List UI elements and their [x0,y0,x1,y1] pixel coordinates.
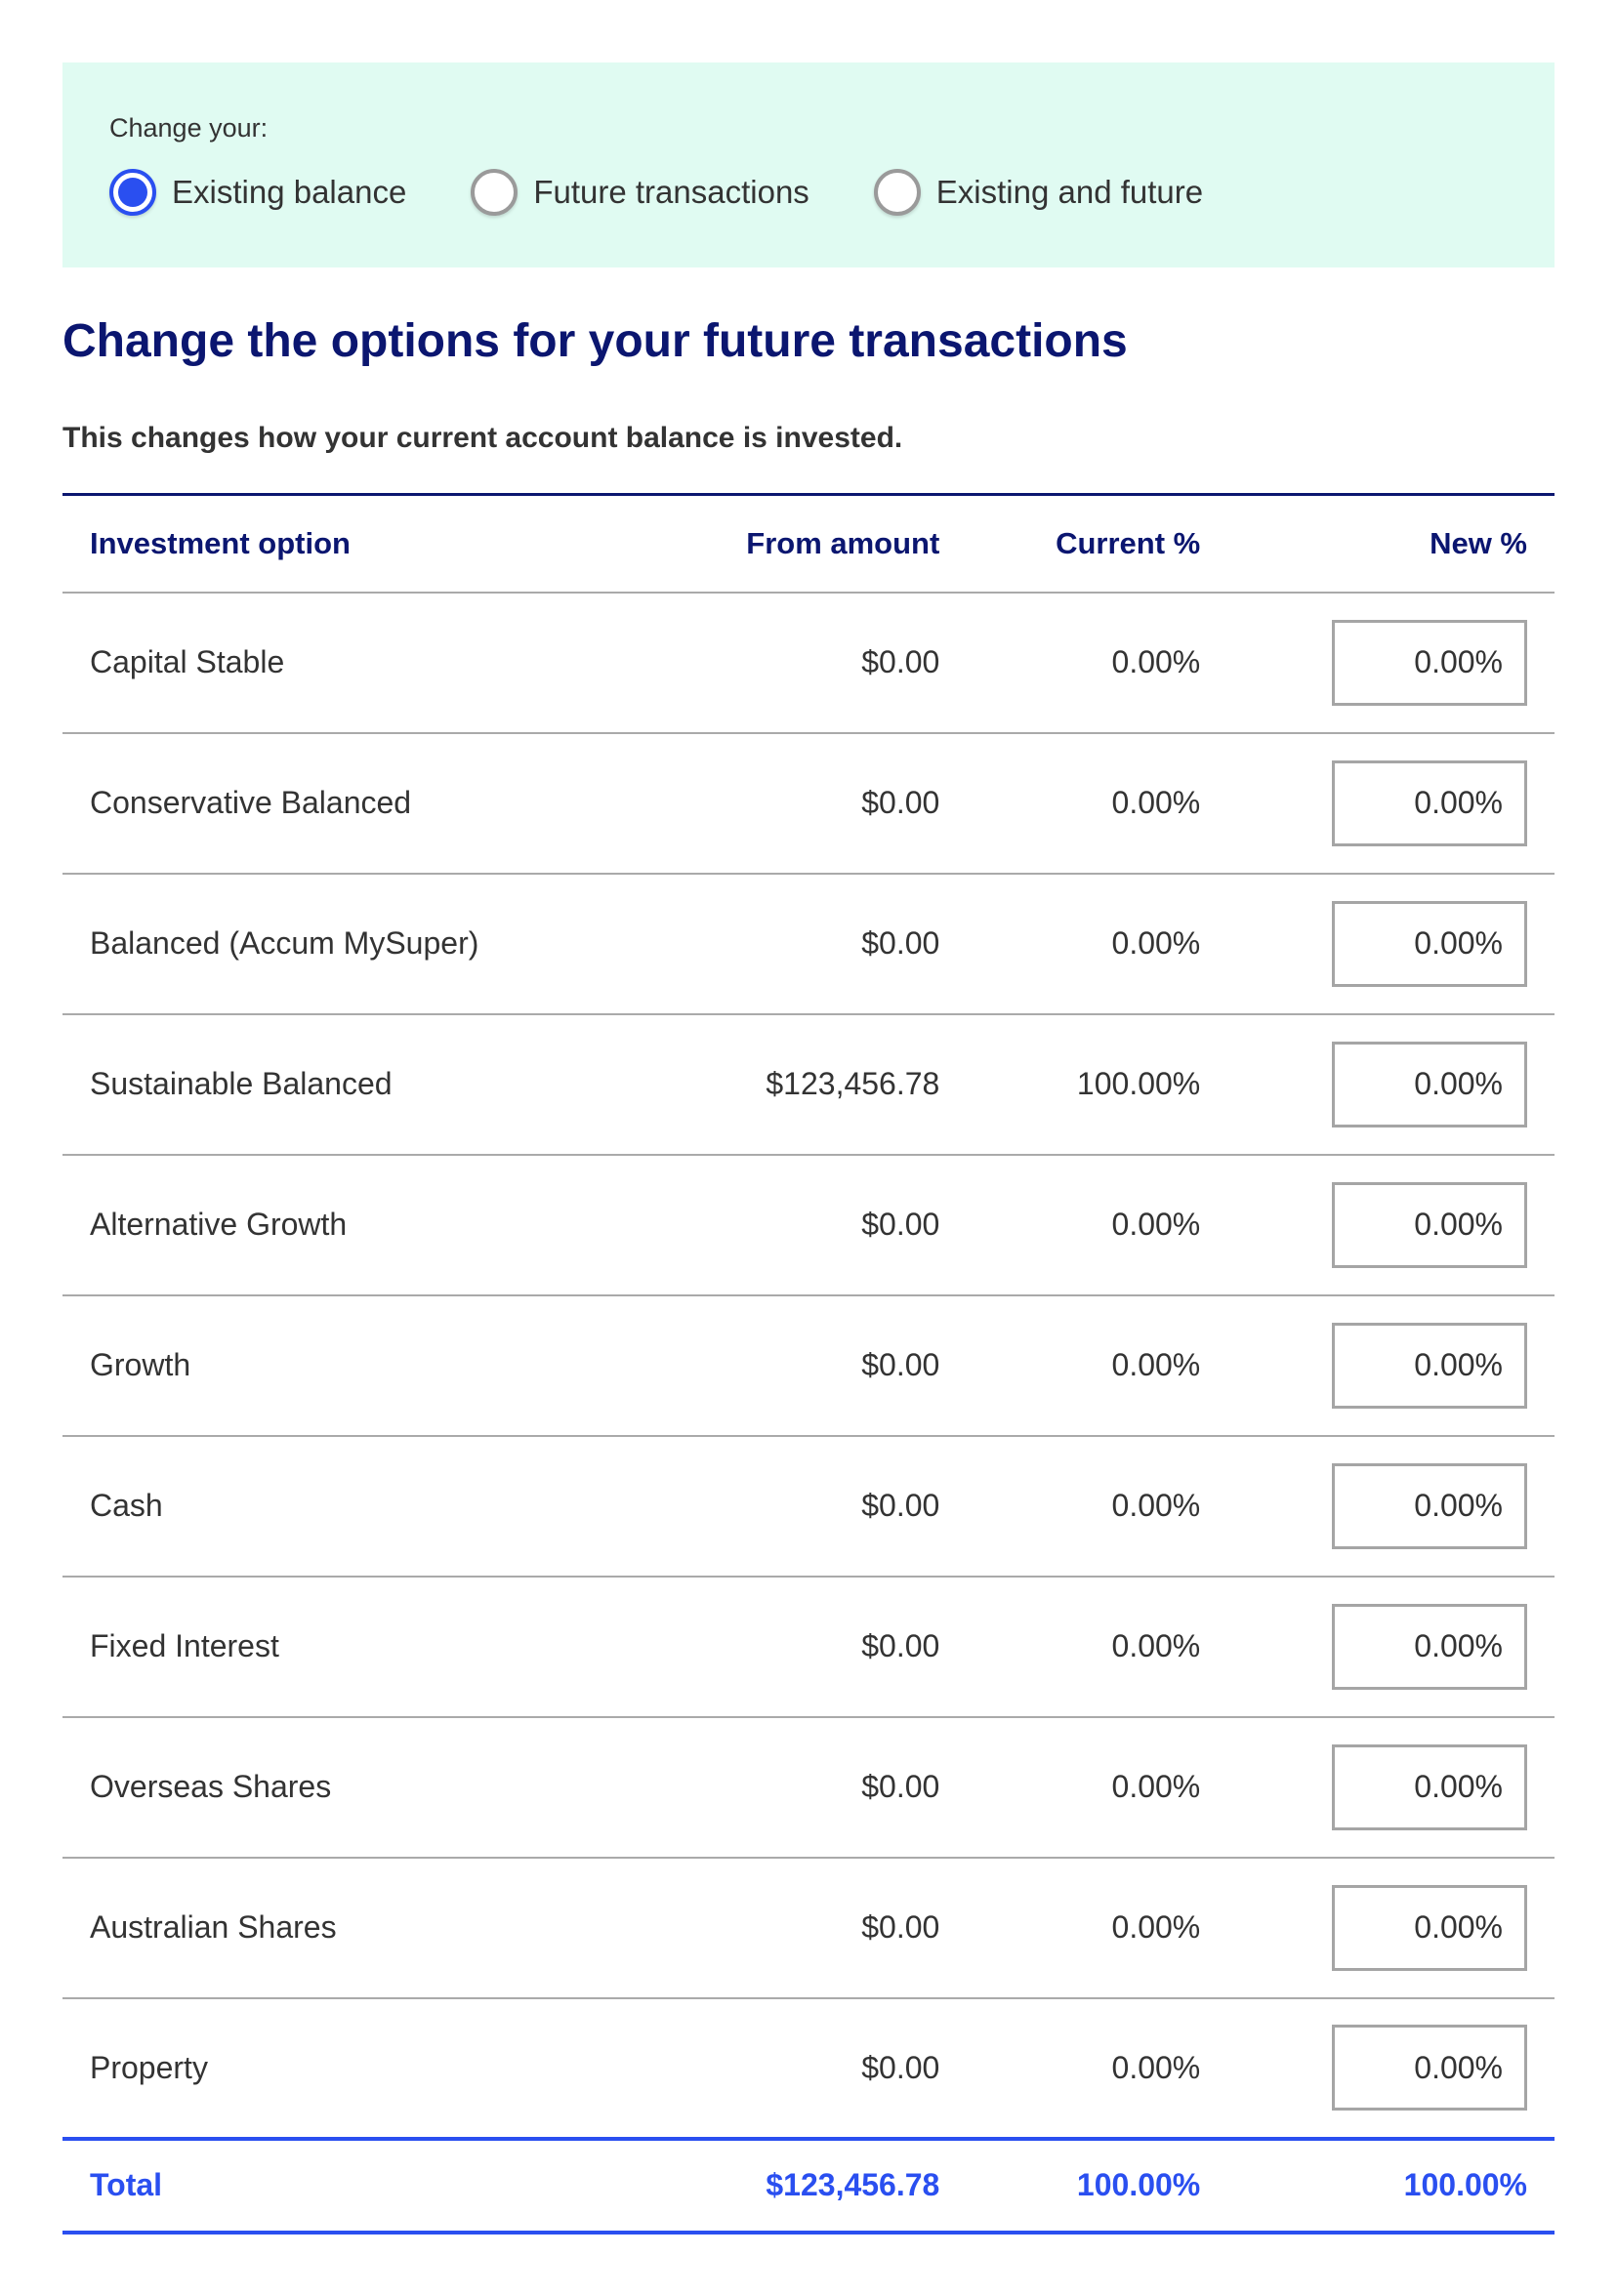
current-percent: 0.00% [1111,1207,1201,1242]
header-current-percent: Current % [1056,525,1201,560]
option-name: Growth [90,1347,191,1382]
total-row [62,2139,1555,2233]
new-percent-cell [1227,1998,1555,2139]
new-percent-input[interactable] [1332,620,1527,706]
current-percent: 100.00% [1076,1066,1201,1101]
new-percent-input[interactable] [1332,1182,1527,1268]
from-amount: $0.00 [861,1347,940,1382]
from-amount: $0.00 [861,1909,940,1945]
current-percent: 0.00% [1111,1488,1201,1523]
new-percent-input[interactable] [1332,1744,1527,1830]
radio-label: Future transactions [533,174,809,210]
from-amount: $0.00 [861,1207,940,1242]
change-type-panel [62,62,1555,267]
new-percent-input[interactable] [1332,1042,1527,1128]
table-row [62,874,1555,1014]
table-row [62,1717,1555,1858]
table-row [62,1155,1555,1295]
new-percent-input[interactable] [1332,2025,1527,2111]
option-name: Sustainable Balanced [90,1066,393,1101]
radio-checked-icon[interactable] [109,169,156,216]
table-row [62,1436,1555,1577]
table-row [62,1295,1555,1436]
current-percent: 0.00% [1111,785,1201,820]
new-percent-input[interactable] [1332,760,1527,846]
new-percent-cell [1227,1295,1555,1436]
page-subtitle: This changes how your current account balance is invested. [62,422,903,454]
new-percent-cell [1227,1014,1555,1155]
new-percent-cell [1227,733,1555,874]
table-row [62,733,1555,874]
total-label: Total [90,2167,163,2202]
radio-future-transactions[interactable] [471,169,808,216]
change-type-radio-group [109,169,1508,216]
new-percent-input[interactable] [1332,1604,1527,1690]
current-percent: 0.00% [1111,2049,1201,2085]
option-name: Capital Stable [90,644,285,679]
table-row [62,1014,1555,1155]
from-amount: $0.00 [861,1488,940,1523]
total-current-percent: 100.00% [1076,2167,1201,2202]
header-new-percent: New % [1430,525,1527,560]
from-amount: $0.00 [861,925,940,961]
from-amount: $0.00 [861,2049,940,2085]
table-row [62,1577,1555,1717]
new-percent-cell [1227,1155,1555,1295]
header-from-amount: From amount [746,525,940,560]
radio-existing-balance[interactable] [109,169,406,216]
option-name: Balanced (Accum MySuper) [90,925,479,961]
from-amount: $123,456.78 [766,1066,940,1101]
option-name: Conservative Balanced [90,785,412,820]
from-amount: $0.00 [861,1628,940,1663]
new-percent-input[interactable] [1332,1463,1527,1549]
from-amount: $0.00 [861,644,940,679]
table-header-row [62,495,1555,593]
new-percent-cell [1227,874,1555,1014]
current-percent: 0.00% [1111,925,1201,961]
new-percent-cell [1227,1717,1555,1858]
new-percent-cell [1227,1577,1555,1717]
header-investment-option: Investment option [90,525,351,560]
current-percent: 0.00% [1111,1769,1201,1804]
new-percent-cell [1227,1436,1555,1577]
table-row [62,1858,1555,1998]
radio-label: Existing and future [935,174,1204,210]
investment-options-table [62,493,1555,2234]
table-row [62,593,1555,733]
change-your-label: Change your: [109,113,269,143]
new-percent-input[interactable] [1332,1323,1527,1409]
total-new-percent: 100.00% [1403,2167,1527,2202]
current-percent: 0.00% [1111,1628,1201,1663]
radio-unchecked-icon[interactable] [874,169,921,216]
option-name: Cash [90,1488,163,1523]
from-amount: $0.00 [861,1769,940,1804]
table-row [62,1998,1555,2139]
option-name: Australian Shares [90,1909,337,1945]
current-percent: 0.00% [1111,644,1201,679]
option-name: Overseas Shares [90,1769,332,1804]
radio-label: Existing balance [172,174,407,210]
new-percent-input[interactable] [1332,901,1527,987]
current-percent: 0.00% [1111,1909,1201,1945]
option-name: Alternative Growth [90,1207,348,1242]
new-percent-input[interactable] [1332,1885,1527,1971]
page-title: Change the options for your future transactions [62,315,1128,367]
radio-unchecked-icon[interactable] [471,169,518,216]
option-name: Property [90,2049,208,2085]
from-amount: $0.00 [861,785,940,820]
new-percent-cell [1227,593,1555,733]
radio-existing-and-future[interactable] [874,169,1203,216]
total-from-amount: $123,456.78 [766,2167,940,2202]
option-name: Fixed Interest [90,1628,279,1663]
new-percent-cell [1227,1858,1555,1998]
current-percent: 0.00% [1111,1347,1201,1382]
